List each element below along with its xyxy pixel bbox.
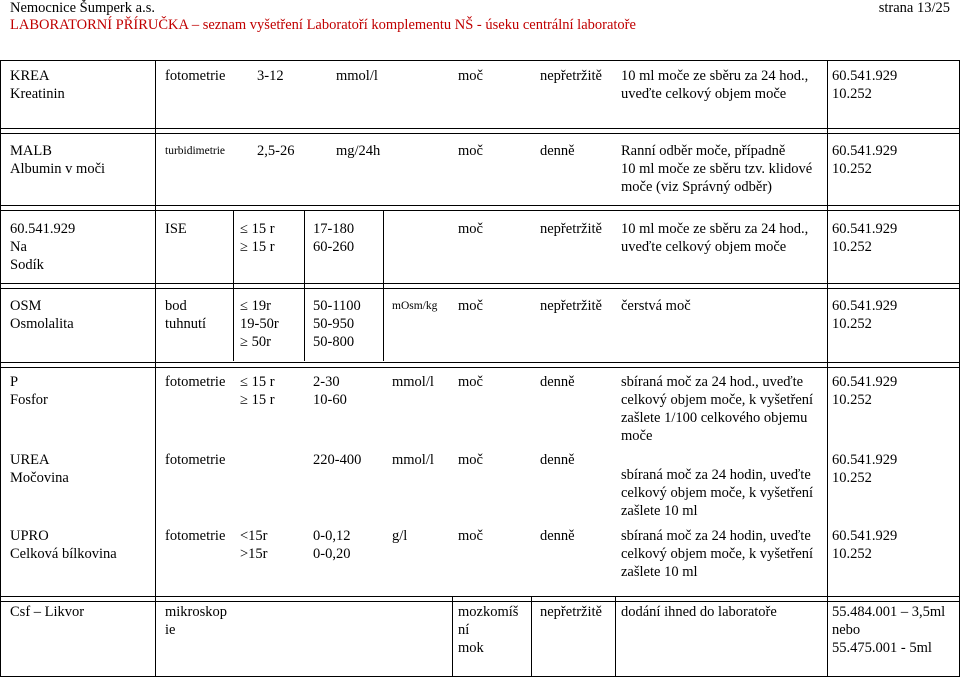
csf-note-text: dodání ihned do laboratoře [621,604,777,620]
urea-method-text: fotometrie [165,452,226,468]
table-rule [233,210,234,361]
csf-schedule-text: nepřetržitě [540,604,602,620]
p-unit-text: mmol/l [392,374,434,390]
krea-schedule-text: nepřetržitě [540,68,602,84]
upro-age-text: <15r [240,528,268,544]
upro-unit-text: g/l [392,528,408,544]
table-rule [827,60,828,676]
na-material-text: moč [458,221,483,237]
csf-method-text: ie [165,622,176,638]
osm-age-text: ≥ 50r [240,334,271,350]
table-rule [0,288,960,289]
krea-code-text: 10.252 [832,86,872,102]
table-rule [0,367,960,368]
osm-note-text: čerstvá moč [621,298,691,314]
urea-name-text: UREA [10,452,50,468]
na-age-text: ≥ 15 r [240,239,275,255]
osm-name-text: Osmolalita [10,316,74,332]
csf-name-text: Csf – Likvor [10,604,85,620]
p-age-text: ≥ 15 r [240,392,275,408]
upro-material-text: moč [458,528,483,544]
csf-code-text: nebo [832,622,861,638]
p-code-text: 60.541.929 [832,374,898,390]
malb-code-text: 60.541.929 [832,143,898,159]
upro-age-text: >15r [240,546,268,562]
table-rule [304,210,305,361]
osm-range-text: 50-1100 [313,298,361,314]
p-material-text: moč [458,374,483,390]
malb-schedule-text: denně [540,143,575,159]
osm-age-text: 19-50r [240,316,279,332]
na-name-text: 60.541.929 [10,221,76,237]
osm-code-text: 60.541.929 [832,298,898,314]
table-rule [0,128,960,129]
krea-method-text: fotometrie [165,68,226,84]
urea-name-text: Močovina [10,470,69,486]
urea-note-text: zašlete 10 ml [621,503,698,519]
osm-method-text: tuhnutí [165,316,207,332]
na-method-text: ISE [165,221,187,237]
na-code-text: 10.252 [832,239,872,255]
table-rule [0,205,960,206]
malb-note-text: 10 ml moče ze sběru tzv. klidové [621,161,813,177]
urea-schedule-text: denně [540,452,575,468]
na-range-text: 17-180 [313,221,355,237]
p-schedule-text: denně [540,374,575,390]
krea-unit-text: mmol/l [336,68,378,84]
upro-name-text: UPRO [10,528,49,544]
malb-note-text: Ranní odběr moče, případně [621,143,786,159]
krea-note-text: uveďte celkový objem moče [621,86,787,102]
upro-note-text: celkový objem moče, k vyšetření [621,546,814,562]
csf-material-text: ní [458,622,470,638]
urea-note-text: celkový objem moče, k vyšetření [621,485,814,501]
upro-range-text: 0-0,20 [313,546,351,562]
krea-name-text: KREA [10,68,50,84]
na-age-text: ≤ 15 r [240,221,275,237]
malb-name-text: MALB [10,143,52,159]
table-rule [383,210,384,361]
krea-name-text: Kreatinin [10,86,65,102]
csf-code-text: 55.484.001 – 3,5ml [832,604,946,620]
upro-code-text: 60.541.929 [832,528,898,544]
page-number: strana 13/25 [878,0,950,16]
document-title: LABORATORNÍ PŘÍRUČKA – seznam vyšetření Laboratoří komplementu NŠ - úseku centrální laboratoře [10,17,636,33]
osm-schedule-text: nepřetržitě [540,298,602,314]
csf-material-text: mok [458,640,484,656]
osm-age-text: ≤ 19r [240,298,271,314]
na-schedule-text: nepřetržitě [540,221,602,237]
table-rule [0,210,960,211]
urea-code-text: 60.541.929 [832,452,898,468]
p-note-text: celkový objem moče, k vyšetření [621,392,814,408]
malb-method-text: turbidimetrie [165,145,226,157]
table-rule [615,596,616,676]
urea-code-text: 10.252 [832,470,872,486]
na-name-text: Sodík [10,257,44,273]
krea-note-text: 10 ml moče ze sběru za 24 hod., [621,68,809,84]
na-name-text: Na [10,239,27,255]
krea-material-text: moč [458,68,483,84]
upro-note-text: zašlete 10 ml [621,564,698,580]
table-rule [0,596,960,597]
osm-name-text: OSM [10,298,42,314]
na-note-text: 10 ml moče ze sběru za 24 hod., [621,221,809,237]
upro-method-text: fotometrie [165,528,226,544]
malb-name-text: Albumin v moči [10,161,106,177]
p-code-text: 10.252 [832,392,872,408]
hospital-name: Nemocnice Šumperk a.s. [10,0,155,16]
urea-range-text: 220-400 [313,452,362,468]
osm-unit-text: mOsm/kg [392,300,438,312]
table-rule [0,133,960,134]
urea-unit-text: mmol/l [392,452,434,468]
malb-range-text: 2,5-26 [257,143,295,159]
osm-code-text: 10.252 [832,316,872,332]
p-range-text: 10-60 [313,392,347,408]
upro-note-text: sbíraná moč za 24 hodin, uveďte [621,528,811,544]
csf-material-text: mozkomíš [458,604,519,620]
osm-range-text: 50-800 [313,334,355,350]
na-note-text: uveďte celkový objem moče [621,239,787,255]
table-rule [155,60,156,676]
urea-note-text: sbíraná moč za 24 hodin, uveďte [621,467,811,483]
p-note-text: zašlete 1/100 celkového objemu [621,410,808,426]
urea-material-text: moč [458,452,483,468]
malb-material-text: moč [458,143,483,159]
p-name-text: Fosfor [10,392,48,408]
osm-method-text: bod [165,298,187,314]
p-age-text: ≤ 15 r [240,374,275,390]
table-rule [0,362,960,363]
p-name-text: P [10,374,19,390]
csf-code-text: 55.475.001 - 5ml [832,640,932,656]
osm-range-text: 50-950 [313,316,355,332]
malb-note-text: moče (viz Správný odběr) [621,179,772,195]
table-rule [0,60,960,61]
table-rule [0,676,960,677]
p-note-text: moče [621,428,653,444]
table-rule [0,283,960,284]
p-range-text: 2-30 [313,374,340,390]
upro-name-text: Celková bílkovina [10,546,117,562]
table-rule [531,596,532,676]
krea-range-text: 3-12 [257,68,284,84]
csf-method-text: mikroskop [165,604,228,620]
upro-schedule-text: denně [540,528,575,544]
p-method-text: fotometrie [165,374,226,390]
table-rule [0,601,960,602]
page-header [10,0,950,34]
table-rule [0,60,1,676]
p-note-text: sbíraná moč za 24 hod., uveďte [621,374,804,390]
upro-code-text: 10.252 [832,546,872,562]
na-range-text: 60-260 [313,239,355,255]
upro-range-text: 0-0,12 [313,528,351,544]
osm-material-text: moč [458,298,483,314]
malb-code-text: 10.252 [832,161,872,177]
krea-code-text: 60.541.929 [832,68,898,84]
na-code-text: 60.541.929 [832,221,898,237]
table-rule [452,596,453,676]
malb-unit-text: mg/24h [336,143,381,159]
